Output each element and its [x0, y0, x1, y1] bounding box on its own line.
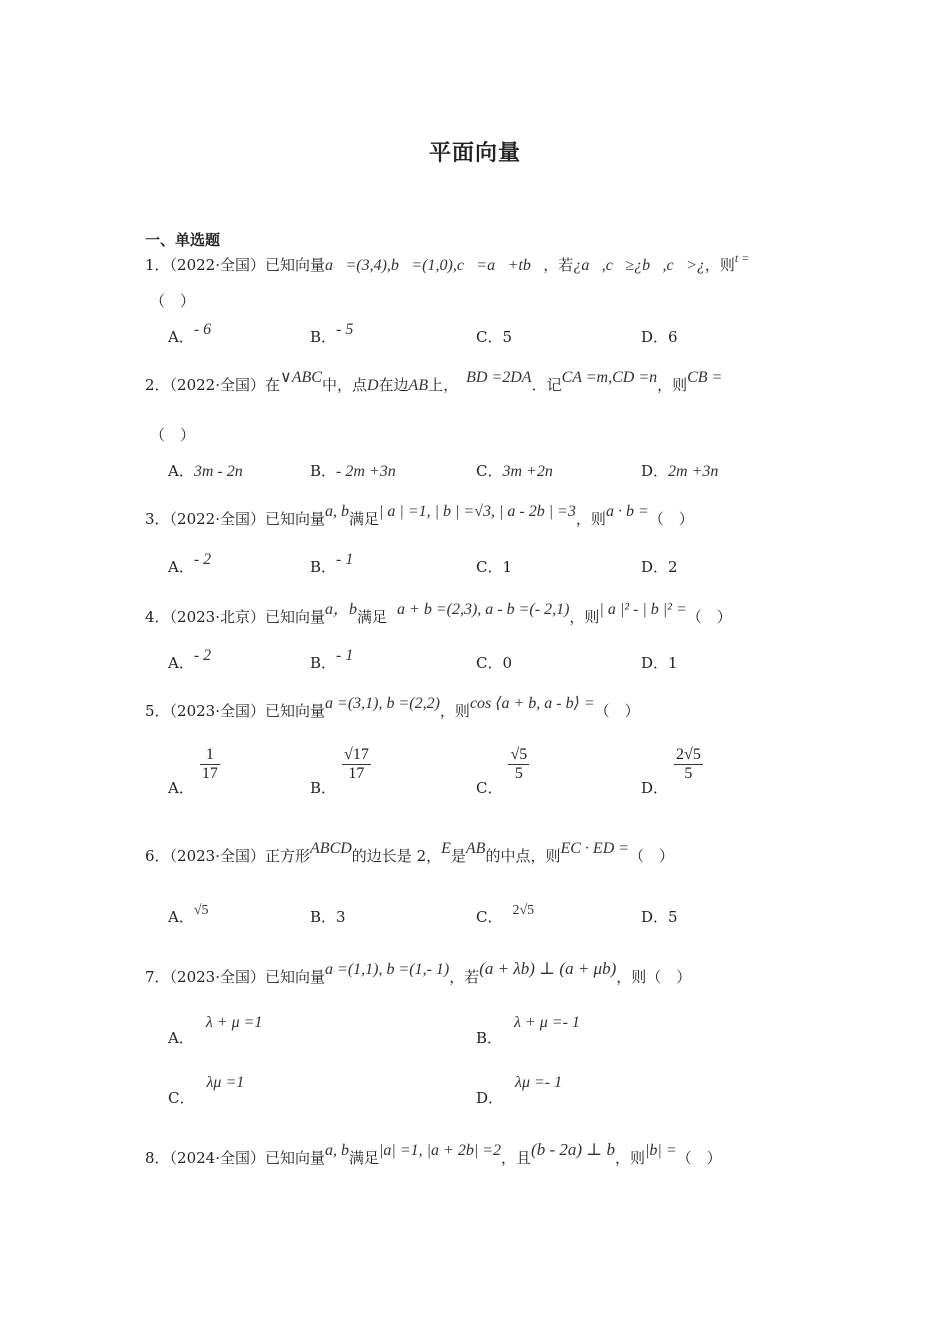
option-d [641, 556, 678, 577]
stem-math: a， [325, 601, 350, 618]
option-value: 0 [502, 654, 513, 672]
question-number: 6． [145, 847, 170, 865]
page-title: 平面向量 [428, 140, 521, 166]
fraction-numerator: 1 [200, 746, 220, 765]
question-source: （2023·全国） [169, 702, 265, 720]
stem-math: ¿a⃗,c⃗≥¿b⃗,c⃗>¿ [573, 257, 705, 274]
stem-math: AB [465, 840, 486, 857]
option-value: 2 [668, 558, 678, 576]
stem-math: |b| = [645, 1142, 677, 1159]
stem-text: 已知向量 [265, 256, 326, 274]
option-b [310, 551, 354, 577]
stem-text: ，则（ ） [616, 968, 692, 986]
stem-text: （ ） [676, 1149, 722, 1167]
stem-text: ，若 [449, 968, 480, 986]
stem-math: a =(1,1), b =(1,- 1) [325, 961, 450, 978]
stem-text: ，则 [615, 1149, 646, 1167]
stem-math: E [441, 840, 451, 857]
question-4 [145, 601, 732, 627]
stem-text: 是 [450, 847, 466, 865]
question-number: 4． [145, 608, 170, 626]
question-number: 2． [145, 376, 170, 394]
question-number: 1． [145, 256, 170, 274]
fraction-denominator: 5 [514, 765, 523, 782]
option-label: B． [310, 462, 337, 480]
option-c [476, 746, 529, 798]
option-c [476, 903, 535, 927]
option-label: B． [310, 908, 337, 926]
section-heading: 一、单选题 [145, 231, 221, 249]
stem-math: a =(3,1), b =(2,2) [325, 695, 440, 712]
option-a [168, 647, 212, 673]
question-1 [145, 251, 750, 275]
option-label: A． [168, 1029, 194, 1047]
option-value: - 2m +3n [336, 463, 396, 480]
stem-text: （ ） [594, 702, 640, 720]
option-a [168, 551, 212, 577]
option-label: C． [476, 558, 503, 576]
stem-math: CB = [687, 369, 723, 386]
question-source: （2022·全国） [169, 376, 265, 394]
option-value: 1 [502, 558, 513, 576]
fraction-denominator: 17 [201, 765, 218, 782]
option-value: 3m +2n [502, 463, 553, 480]
stem-text: 满足 [349, 510, 380, 528]
stem-math: | a |² - | b |² = [599, 601, 687, 618]
question-number: 8． [145, 1149, 170, 1167]
option-value: - 1 [336, 551, 354, 568]
stem-math: BD =2DA [466, 369, 532, 386]
stem-math: D [366, 377, 379, 394]
stem-text: 上， [428, 376, 459, 394]
stem-text: （ ） [629, 847, 675, 865]
option-label: B． [310, 654, 337, 672]
stem-text: ，若 [543, 256, 574, 274]
option-label: C． [476, 778, 503, 797]
stem-text: （ ） [686, 608, 732, 626]
option-value: 2√5 [512, 903, 535, 918]
question-source: （2022·全国） [169, 510, 265, 528]
option-label: D． [641, 558, 669, 576]
option-value: 5 [668, 908, 678, 926]
question-number: 7． [145, 968, 170, 986]
option-label: A． [168, 778, 194, 797]
option-label: A． [168, 328, 194, 346]
fraction [508, 746, 529, 783]
question-source: （2023·全国） [169, 847, 265, 865]
stem-text: 的中点，则 [485, 847, 561, 865]
option-label: D． [641, 328, 669, 346]
stem-math: cos ⟨a + b, a - b⟩ = [469, 695, 595, 712]
question-6 [145, 840, 675, 866]
option-value: - 6 [193, 321, 212, 338]
option-value: √5 [193, 903, 209, 918]
option-label: A． [168, 654, 194, 672]
stem-text: ，则 [569, 608, 600, 626]
stem-math: a, b [325, 503, 350, 520]
option-label: D． [641, 654, 669, 672]
question-8 [145, 1140, 722, 1168]
option-b [310, 321, 354, 347]
answer-paren: （ ） [150, 292, 196, 310]
question-number: 5． [145, 702, 170, 720]
option-c [476, 460, 553, 481]
option-b [310, 647, 354, 673]
stem-text: 满足 [349, 1149, 380, 1167]
fraction-denominator: 5 [684, 765, 693, 782]
stem-text: 满足 [357, 608, 388, 626]
option-b [310, 906, 346, 927]
option-d [641, 906, 678, 927]
stem-math: (a + λb) ⊥ (a + μb) [479, 959, 617, 978]
stem-text: 中，点 [321, 376, 367, 394]
answer-paren: （ ） [150, 426, 196, 444]
fraction [342, 746, 371, 783]
fraction-numerator: 2√5 [676, 746, 701, 763]
option-d [641, 746, 703, 798]
option-value: 3m - 2n [193, 463, 243, 480]
option-value: λμ =- 1 [515, 1074, 563, 1091]
option-value: - 1 [336, 647, 354, 664]
stem-text: （ ） [648, 510, 694, 528]
option-label: C． [476, 654, 503, 672]
stem-text: 已知向量 [265, 702, 326, 720]
question-source: （2023·全国） [169, 968, 265, 986]
option-label: A． [168, 908, 194, 926]
option-label: D． [476, 1089, 504, 1107]
option-label: B． [310, 558, 337, 576]
option-label: B． [310, 778, 337, 797]
stem-math: a, b [325, 1142, 350, 1159]
question-source: （2024·全国） [169, 1149, 265, 1167]
option-label: D． [641, 778, 669, 797]
stem-math: (b - 2a) ⊥ b [531, 1140, 616, 1159]
option-label: C． [476, 328, 503, 346]
option-a [168, 746, 220, 798]
option-label: C． [476, 462, 503, 480]
option-label: D． [641, 462, 669, 480]
stem-text: 的边长是 2， [351, 847, 442, 865]
option-b [310, 460, 396, 481]
fraction [200, 746, 220, 783]
option-c [168, 1074, 245, 1108]
stem-math: ∨ABC [280, 369, 322, 386]
option-d [641, 652, 678, 673]
option-label: C． [476, 908, 503, 926]
stem-text: ，且 [501, 1149, 532, 1167]
option-value: - 5 [336, 321, 354, 338]
stem-text: 已知向量 [265, 1149, 326, 1167]
option-c [476, 326, 512, 347]
option-label: B． [476, 1029, 503, 1047]
stem-text: 已知向量 [265, 968, 326, 986]
option-value: λ + μ =- 1 [514, 1014, 580, 1031]
option-label: A． [168, 558, 194, 576]
question-7 [145, 959, 692, 987]
option-a [168, 903, 209, 927]
option-value: - 2 [193, 647, 212, 664]
option-value: 1 [668, 654, 678, 672]
question-number: 3． [145, 510, 170, 528]
option-value: 6 [668, 328, 678, 346]
stem-math: EC · ED = [560, 840, 630, 857]
option-b [476, 1014, 580, 1048]
option-value: λ + μ =1 [205, 1014, 263, 1031]
question-5 [145, 695, 640, 721]
option-value: - 2 [193, 551, 212, 568]
fraction-numerator: √17 [344, 746, 369, 763]
question-source: （2022·全国） [169, 256, 265, 274]
option-value: 5 [502, 328, 513, 346]
stem-text: ，则 [575, 510, 606, 528]
stem-text: ，则 [439, 702, 470, 720]
stem-math: t = [734, 251, 750, 265]
question-3 [145, 503, 694, 529]
fraction-numerator: √5 [510, 746, 528, 763]
stem-math: ABCD [310, 840, 352, 857]
option-c [476, 652, 512, 673]
option-label: D． [641, 908, 669, 926]
fraction-denominator: 17 [348, 765, 365, 782]
option-b [310, 746, 371, 798]
stem-math: |a| =1, |a + 2b| =2 [379, 1142, 502, 1159]
stem-math: | a | =1, | b | =√3, | a - 2b | =3 [379, 503, 576, 520]
option-a [168, 321, 212, 347]
stem-math: AB [408, 377, 429, 394]
option-a [168, 1014, 263, 1048]
option-label: A． [168, 462, 194, 480]
stem-text: 在边 [378, 376, 409, 394]
stem-text: ，则 [704, 256, 735, 274]
stem-math: a + b =(2,3), a - b =(- 2,1) [397, 601, 570, 618]
option-value: λμ =1 [206, 1074, 245, 1091]
stem-text: 已知向量 [265, 608, 326, 626]
option-value: 3 [336, 908, 346, 926]
stem-math: b [349, 601, 358, 618]
stem-text: ，则 [657, 376, 688, 394]
stem-math: a⃗=(3,4),b⃗=(1,0),c⃗=a⃗+tb⃗ [325, 257, 544, 274]
stem-math: CA =m,CD =n [561, 369, 658, 386]
stem-text: 正方形 [265, 847, 311, 865]
question-2 [145, 369, 723, 395]
option-d [641, 326, 678, 347]
stem-text: ．记 [531, 376, 562, 394]
option-c [476, 556, 512, 577]
option-label: C． [168, 1089, 195, 1107]
stem-text: 已知向量 [265, 510, 326, 528]
stem-text: 在 [265, 376, 281, 394]
option-d [641, 460, 718, 481]
option-d [476, 1074, 563, 1108]
option-label: B． [310, 328, 337, 346]
option-a [168, 460, 243, 481]
fraction [674, 746, 703, 783]
option-value: 2m +3n [668, 463, 719, 480]
question-source: （2023·北京） [169, 608, 265, 626]
stem-math: a · b = [605, 503, 649, 520]
